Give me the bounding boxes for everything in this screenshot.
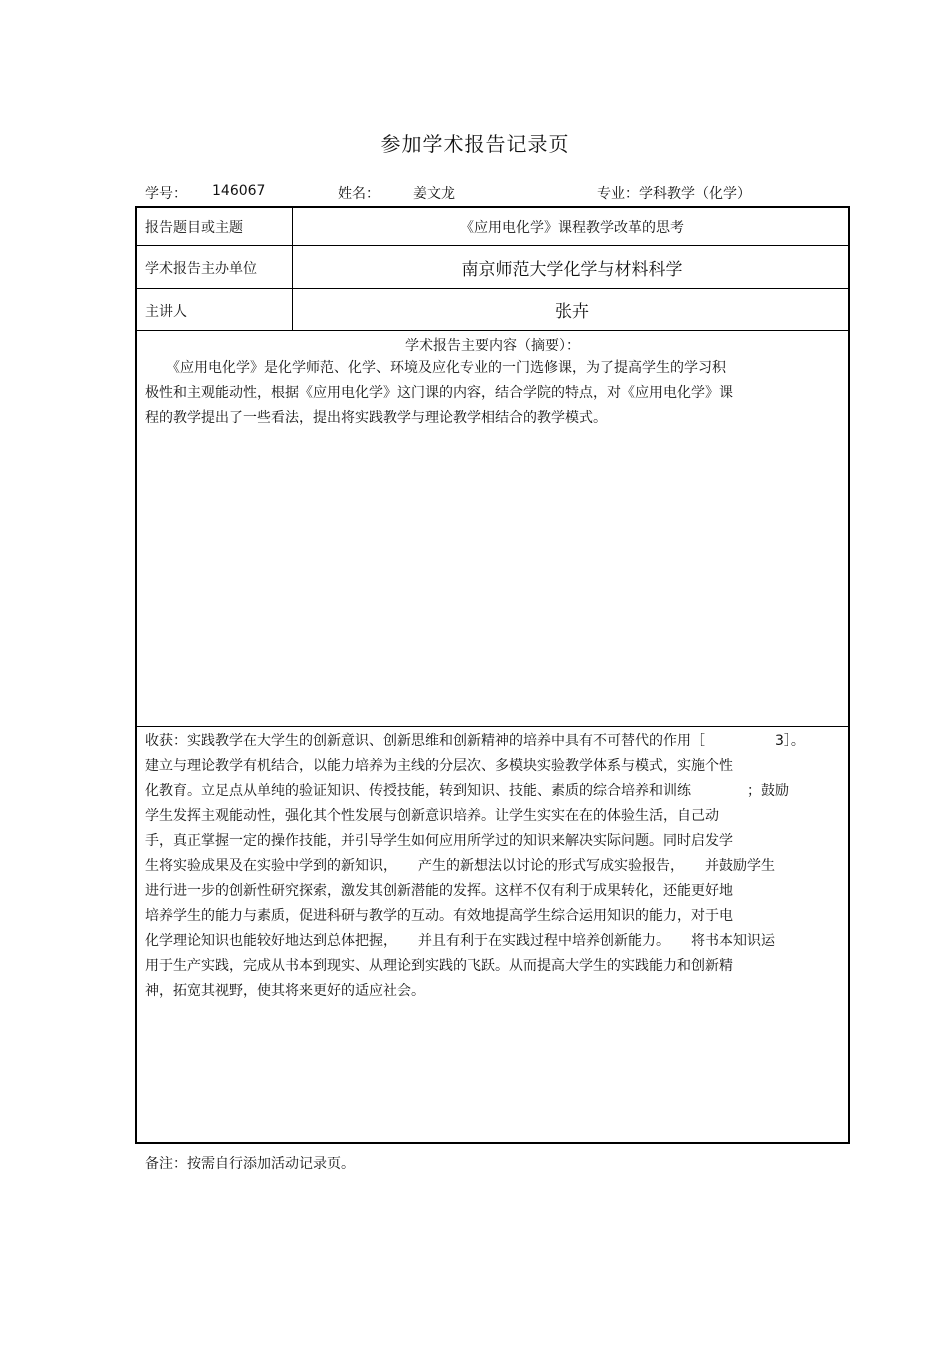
student-name-value: 姜文龙 — [413, 186, 455, 202]
gains-line: 学生发挥主观能动性，强化其个性发展与创新意识培养。让学生实实在在的体验生活，自己动 — [145, 808, 719, 824]
gains-line: 进行进一步的创新性研究探索，激发其创新潜能的发挥。这样不仅有利于成果转化，还能更好地 — [145, 883, 733, 899]
organizer-value: 南京师范大学化学与材料科学 — [461, 260, 683, 280]
speaker-label: 主讲人 — [145, 304, 187, 320]
gains-line: 化教育。立足点从单纯的验证知识、传授技能，转到知识、技能、素质的综合培养和训练 ；鼓励 — [145, 783, 789, 799]
organizer-label: 学术报告主办单位 — [145, 261, 257, 277]
row-divider — [137, 726, 848, 727]
topic-value: 《应用电化学》课程教学改革的思考 — [460, 220, 684, 236]
row-divider — [137, 330, 848, 331]
row-divider — [137, 288, 848, 289]
gains-line: 培养学生的能力与素质，促进科研与教学的互动。有效地提高学生综合运用知识的能力，对于电 — [145, 908, 733, 924]
student-name-label: 姓名： — [338, 186, 380, 202]
record-form — [135, 206, 850, 1144]
footnote: 备注：按需自行添加活动记录页。 — [145, 1156, 355, 1172]
abstract-heading: 学术报告主要内容（摘要）： — [405, 338, 580, 354]
gains-line: 神，拓宽其视野，使其将来更好的适应社会。 — [145, 983, 425, 999]
abstract-text — [145, 356, 845, 431]
abstract-line: 程的教学提出了一些看法，提出将实践教学与理论教学相结合的教学模式。 — [145, 410, 607, 426]
abstract-line: 《应用电化学》是化学师范、化学、环境及应化专业的一门选修课，为了提高学生的学习积 — [145, 360, 726, 376]
student-id-label: 学号： — [145, 186, 187, 202]
gains-line: 生将实验成果及在实验中学到的新知识， 产生的新想法以讨论的形式写成实验报告， 并鼓励学生 — [145, 858, 775, 874]
row-divider — [137, 245, 848, 246]
gains-text — [145, 729, 845, 1004]
page-title: 参加学术报告记录页 — [380, 132, 570, 156]
gains-line: 化学理论知识也能较好地达到总体把握， 并且有利于在实践过程中培养创新能力。 将书本知识运 — [145, 933, 775, 949]
abstract-line: 极性和主观能动性，根据《应用电化学》这门课的内容，结合学院的特点，对《应用电化学》课 — [145, 385, 733, 401]
topic-label: 报告题目或主题 — [145, 220, 243, 236]
gains-line: 手，真正掌握一定的操作技能，并引导学生如何应用所学过的知识来解决实际问题。同时启发学 — [145, 833, 733, 849]
column-divider — [292, 208, 293, 330]
student-id-value: 146067 — [212, 183, 266, 199]
speaker-value: 张卉 — [555, 302, 589, 322]
gains-line: 用于生产实践，完成从书本到现实、从理论到实践的飞跃。从而提高大学生的实践能力和创新精 — [145, 958, 733, 974]
gains-line: 收获：实践教学在大学生的创新意识、创新思维和创新精神的培养中具有不可替代的作用［ 3］。 — [145, 733, 805, 749]
student-major: 专业：学科教学（化学） — [597, 186, 751, 202]
gains-line: 建立与理论教学有机结合，以能力培养为主线的分层次、多模块实验教学体系与模式，实施个性 — [145, 758, 733, 774]
